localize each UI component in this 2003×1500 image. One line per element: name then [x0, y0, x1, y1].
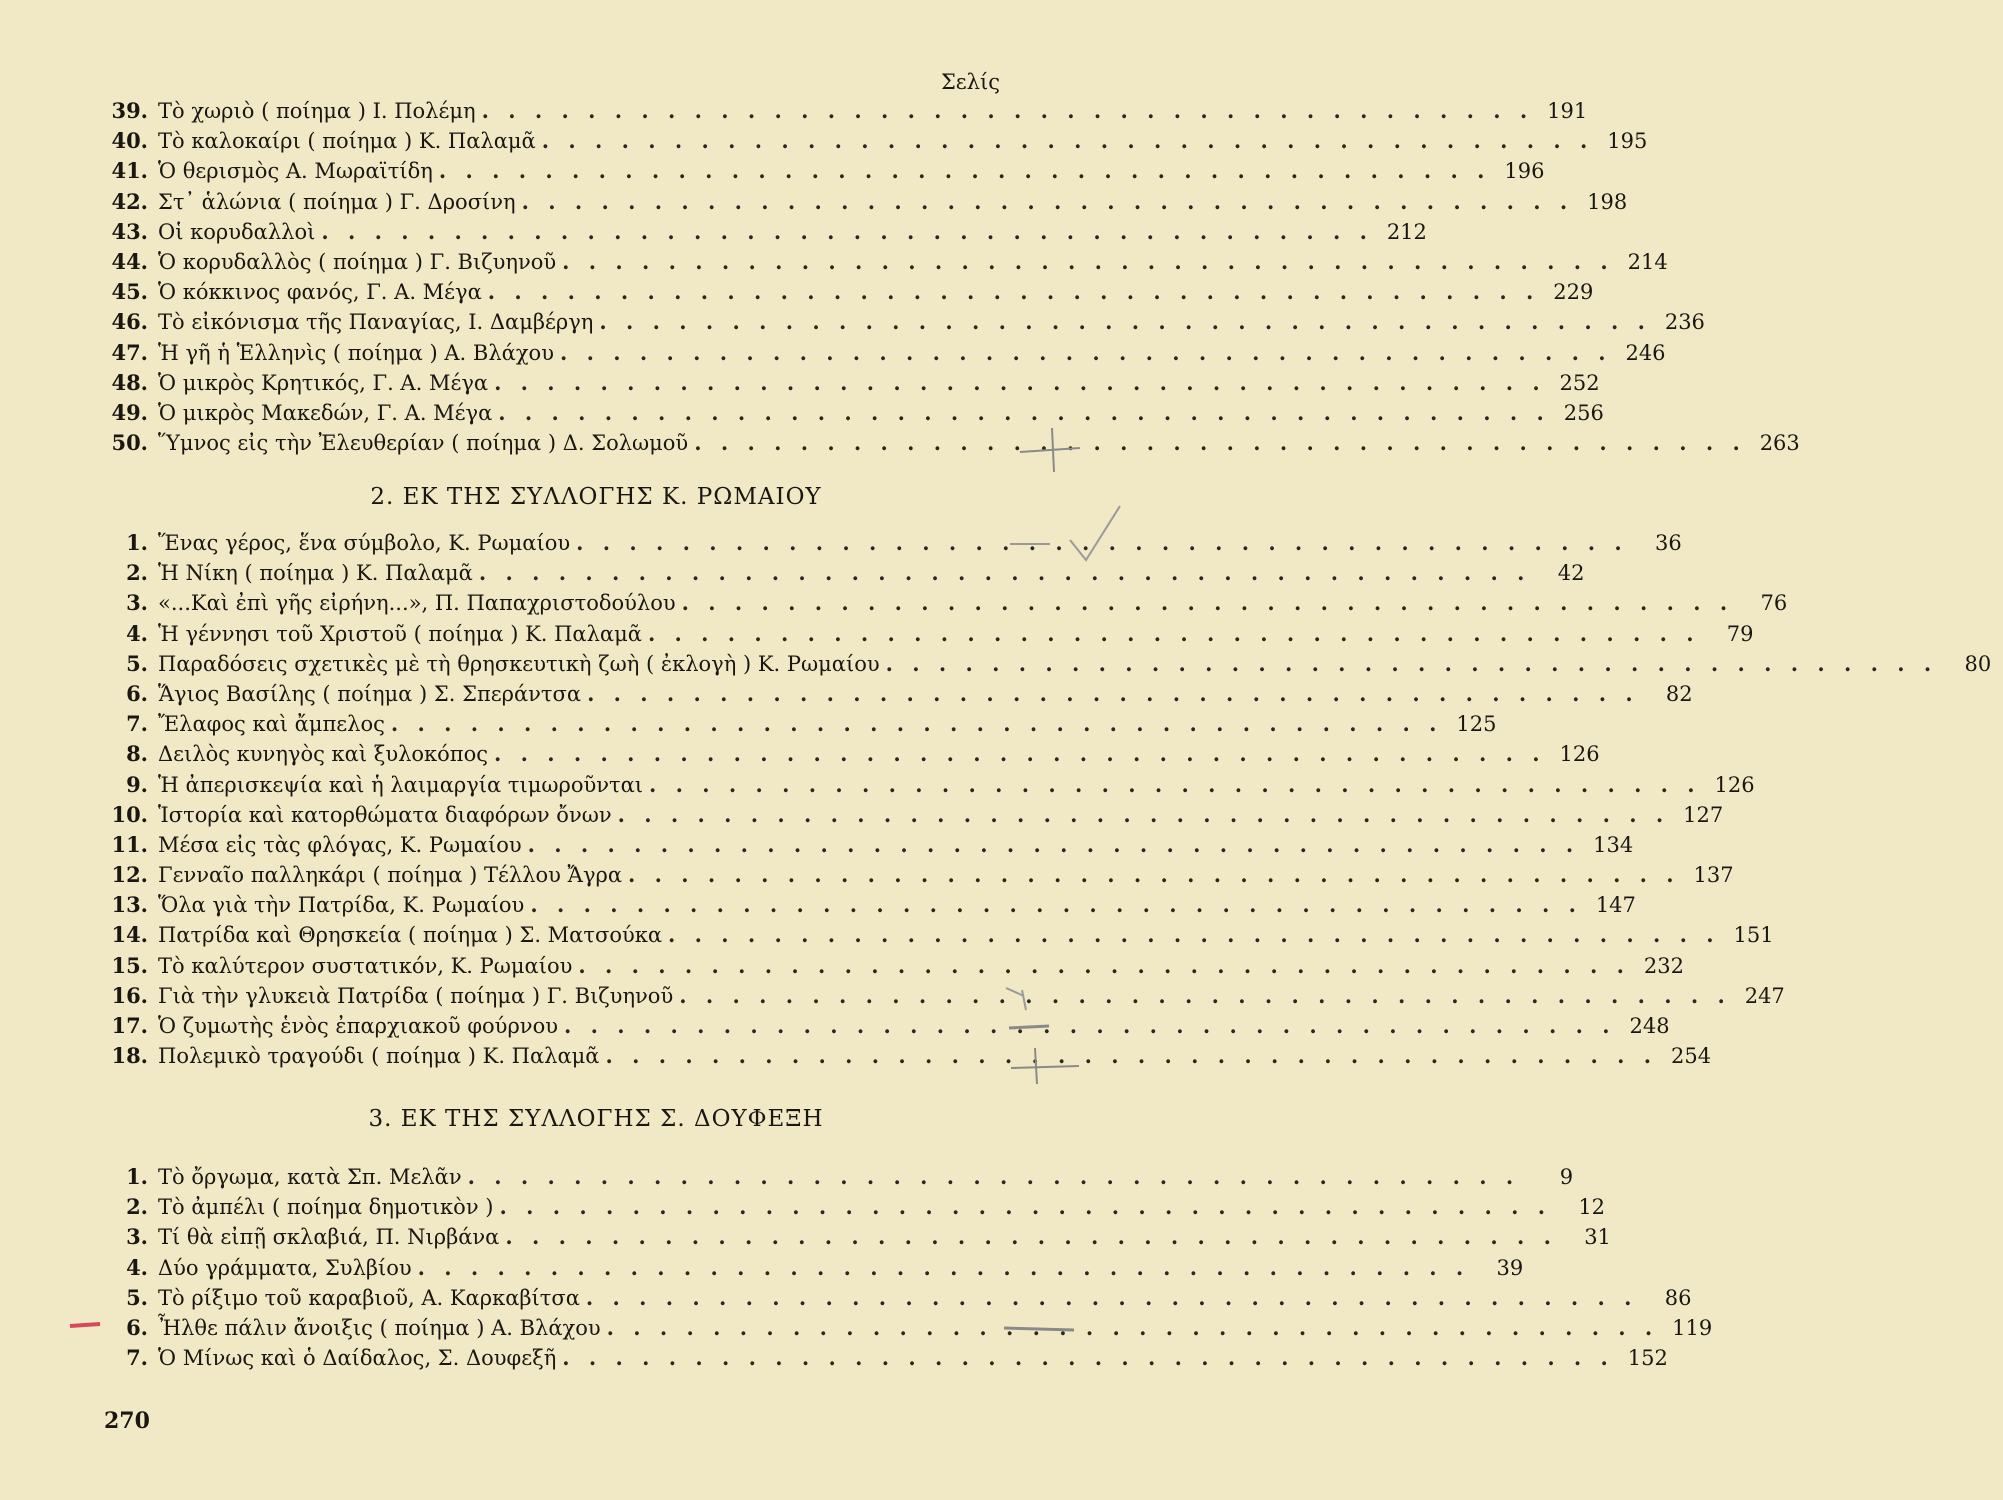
- entry-page-number: 86: [1664, 1285, 1692, 1310]
- entry-title: Οἱ κορυδαλλοὶ: [158, 219, 316, 244]
- toc-entry: [100, 96, 1588, 126]
- entry-title: Πολεμικὸ τραγούδι ( ποίημα ) Κ. Παλαμᾶ: [158, 1044, 600, 1069]
- dot-leader: . . . . . . . . . . . . . . . . . . . . . . . . . . . . . . . . . . . . . . . .: [576, 530, 1628, 555]
- entry-page-number: 9: [1559, 1165, 1574, 1189]
- entry-title: «...Καὶ ἐπὶ γῆς εἰρήνη...», Π. Παπαχριστοδούλου: [158, 591, 676, 616]
- entry-number: 48.: [111, 369, 148, 395]
- entry-title: Ἡ γῆ ἡ Ἑλληνὶς ( ποίημα ) Α. Βλάχου: [158, 340, 554, 365]
- entry-number: 7.: [126, 1345, 148, 1371]
- entry-page-number: 247: [1744, 983, 1785, 1008]
- entry-number: 45.: [111, 279, 148, 305]
- toc-entry: [100, 338, 1666, 368]
- entry-page-number: 151: [1733, 923, 1774, 948]
- entry-page-number: 36: [1654, 531, 1682, 555]
- dot-leader: . . . . . . . . . . . . . . . . . . . . . . . . . . . . . . . . . . . . . . . .: [679, 982, 1731, 1008]
- entry-number: 6.: [126, 1314, 148, 1340]
- entry-page-number: 80: [1964, 651, 1992, 676]
- entry-number: 18.: [111, 1043, 148, 1069]
- entry-page-number: 126: [1559, 742, 1600, 767]
- toc-entry: [100, 277, 1594, 307]
- dot-leader: . . . . . . . . . . . . . . . . . . . . . . . . . . . . . . . . . . . . . . . .: [628, 862, 1680, 888]
- dot-leader: . . . . . . . . . . . . . . . . . . . . . . . . . . . . . . . . . . . . . . . .: [438, 158, 1491, 184]
- toc-section-3: [100, 1162, 1713, 1373]
- dot-leader: . . . . . . . . . . . . . . . . . . . . . . . . . . . . . . . . . . . . . . . .: [681, 590, 1734, 616]
- dot-leader: . . . . . . . . . . . . . . . . . . . . . . . . . . . . . . . . . . . . . . . .: [521, 188, 1574, 214]
- entry-page-number: 119: [1672, 1315, 1713, 1340]
- entry-page-number: 256: [1563, 400, 1604, 425]
- pencil-tick-mark-icon: [1000, 980, 1060, 1020]
- pencil-cross-mark-icon: [1005, 1040, 1085, 1090]
- entry-title: Τὸ χωριὸ ( ποίημα ) Ι. Πολέμη: [158, 99, 476, 123]
- entry-number: 43.: [111, 218, 148, 244]
- toc-entry: [100, 528, 1682, 558]
- entry-title: Τὸ ἀμπέλι ( ποίημα δημοτικὸν ): [158, 1195, 494, 1220]
- toc-entry: [100, 1343, 1668, 1373]
- entry-title: Τὸ ρίξιμο τοῦ καραβιοῦ, Α. Καρκαβίτσα: [158, 1285, 580, 1310]
- dot-leader: . . . . . . . . . . . . . . . . . . . . . . . . . . . . . . . . . . . . . . . .: [487, 279, 1540, 305]
- dot-leader: . . . . . . . . . . . . . . . . . . . . . . . . . . . . . . . . . . . . . . . .: [585, 1284, 1638, 1310]
- entry-title: Ἅγιος Βασίλης ( ποίημα ) Σ. Σπεράντσα: [158, 681, 582, 706]
- entry-number: 41.: [111, 158, 148, 184]
- red-pencil-mark-icon: [66, 1316, 106, 1336]
- entry-number: 16.: [111, 982, 148, 1008]
- dot-leader: . . . . . . . . . . . . . . . . . . . . . . . . . . . . . . . . . . . . . . . .: [481, 98, 1534, 123]
- entry-page-number: 134: [1593, 832, 1634, 857]
- dot-leader: . . . . . . . . . . . . . . . . . . . . . . . . . . . . . . . . . . . . . . . .: [587, 680, 1639, 706]
- entry-page-number: 214: [1627, 249, 1668, 274]
- entry-number: 12.: [111, 862, 148, 888]
- entry-title: Ὁ ζυμωτὴς ἑνὸς ἐπαρχιακοῦ φούρνου: [158, 1014, 558, 1038]
- toc-entry: [100, 770, 1755, 800]
- toc-section-1: [100, 96, 1800, 458]
- dot-leader: . . . . . . . . . . . . . . . . . . . . . . . . . . . . . . . . . . . . . . . .: [694, 430, 1746, 456]
- toc-entry: [100, 920, 1774, 950]
- pencil-line-mark-icon: [1000, 1318, 1080, 1338]
- dot-leader: . . . . . . . . . . . . . . . . . . . . . . . . . . . . . . . . . . . . . . . .: [562, 248, 1614, 274]
- toc-entry: [100, 860, 1734, 890]
- dot-leader: . . . . . . . . . . . . . . . . . . . . . . . . . . . . . . . . . . . . . . . .: [668, 922, 1720, 948]
- entry-page-number: 263: [1759, 431, 1800, 456]
- toc-section-2: [100, 528, 1992, 1071]
- entry-title: Δειλὸς κυνηγὸς καὶ ξυλοκόπος: [158, 742, 489, 767]
- entry-number: 4.: [126, 1254, 148, 1280]
- entry-page-number: 137: [1693, 863, 1734, 888]
- toc-entry: [100, 1041, 1712, 1071]
- toc-entry: [100, 619, 1754, 649]
- entry-number: 13.: [111, 892, 148, 918]
- toc-entry: [100, 1253, 1524, 1283]
- dot-leader: . . . . . . . . . . . . . . . . . . . . . . . . . . . . . . . . . . . . . . . .: [541, 128, 1594, 154]
- entry-number: 44.: [111, 248, 148, 274]
- toc-entry: [100, 800, 1724, 830]
- entry-number: 15.: [111, 952, 148, 978]
- toc-entry: [100, 398, 1604, 428]
- pencil-check-mark-icon: [1000, 500, 1130, 580]
- entry-number: 47.: [111, 339, 148, 365]
- entry-page-number: 12: [1578, 1195, 1606, 1220]
- dot-leader: . . . . . . . . . . . . . . . . . . . . . . . . . . . . . . . . . . . . . . . .: [563, 1013, 1616, 1038]
- dot-leader: . . . . . . . . . . . . . . . . . . . . . . . . . . . . . . . . . . . . . . . .: [478, 560, 1531, 586]
- toc-entry: [100, 187, 1628, 217]
- dot-leader: . . . . . . . . . . . . . . . . . . . . . . . . . . . . . . . . . . . . . . . .: [559, 339, 1612, 365]
- entry-title: Πατρίδα καὶ Θρησκεία ( ποίημα ) Σ. Ματσούκα: [158, 923, 663, 948]
- entry-number: 11.: [111, 831, 148, 857]
- entry-title: Τὸ καλοκαίρι ( ποίημα ) Κ. Παλαμᾶ: [158, 129, 536, 154]
- entry-number: 39.: [111, 98, 148, 123]
- entry-number: 5.: [126, 1284, 148, 1310]
- entry-title: Ὁ μικρὸς Κρητικός, Γ. Α. Μέγα: [158, 370, 489, 395]
- entry-page-number: 198: [1587, 189, 1628, 214]
- entry-page-number: 126: [1714, 772, 1755, 797]
- dot-leader: . . . . . . . . . . . . . . . . . . . . . . . . . . . . . . . . . . . . . . . .: [527, 831, 1580, 857]
- dot-leader: . . . . . . . . . . . . . . . . . . . . . . . . . . . . . . . . . . . . . . . .: [467, 1164, 1520, 1189]
- entry-page-number: 232: [1643, 953, 1684, 978]
- entry-title: Τὸ εἰκόνισμα τῆς Παναγίας, Ι. Δαμβέργη: [158, 310, 594, 335]
- entry-page-number: 195: [1607, 129, 1648, 154]
- toc-entry: [100, 247, 1668, 277]
- entry-title: Γενναῖο παλληκάρι ( ποίημα ) Τέλλου Ἄγρα: [158, 863, 623, 888]
- page-folio-number: 270: [104, 1408, 150, 1434]
- entry-page-number: 127: [1683, 802, 1724, 827]
- entry-number: 49.: [111, 399, 148, 425]
- dot-leader: . . . . . . . . . . . . . . . . . . . . . . . . . . . . . . . . . . . . . . . .: [505, 1224, 1557, 1250]
- toc-entry: [100, 1283, 1692, 1313]
- entry-page-number: 42: [1557, 561, 1585, 586]
- entry-number: 42.: [111, 188, 148, 214]
- dot-leader: . . . . . . . . . . . . . . . . . . . . . . . . . . . . . . . . . . . . . . . .: [617, 801, 1670, 827]
- entry-number: 2.: [126, 1194, 148, 1220]
- entry-title: Δύο γράμματα, Συλβίου: [158, 1255, 412, 1280]
- entry-page-number: 252: [1559, 370, 1600, 395]
- entry-title: Ὁ κορυδαλλὸς ( ποίημα ) Γ. Βιζυηνοῦ: [158, 249, 557, 274]
- page-column-label: Σελίς: [940, 70, 1000, 94]
- pencil-cross-mark-icon: [1010, 420, 1090, 480]
- entry-title: Ὁ μικρὸς Μακεδών, Γ. Α. Μέγα: [158, 400, 493, 425]
- toc-entry: [100, 709, 1497, 739]
- dot-leader: . . . . . . . . . . . . . . . . . . . . . . . . . . . . . . . . . . . . . . . .: [562, 1345, 1614, 1371]
- entry-page-number: 31: [1584, 1225, 1611, 1250]
- toc-entry: [100, 830, 1634, 860]
- entry-page-number: 236: [1664, 310, 1705, 335]
- entry-page-number: 191: [1547, 99, 1588, 123]
- entry-number: 1.: [126, 1164, 148, 1189]
- entry-title: Στ᾽ ἁλώνια ( ποίημα ) Γ. Δροσίνη: [158, 189, 516, 214]
- entry-title: Τί θὰ εἰπῇ σκλαβιά, Π. Νιρβάνα: [158, 1225, 500, 1250]
- toc-entry: [100, 1313, 1713, 1343]
- entry-title: Ὁ θερισμὸς Α. Μωραϊτίδη: [158, 159, 433, 184]
- dot-leader: . . . . . . . . . . . . . . . . . . . . . . . . . . . . . . . . . . . . . . . .: [494, 369, 1546, 395]
- toc-entry: [100, 307, 1705, 337]
- dot-leader: . . . . . . . . . . . . . . . . . . . . . . . . . . . . . . . . . . . . . . . .: [599, 309, 1651, 335]
- dot-leader: . . . . . . . . . . . . . . . . . . . . . . . . . . . . . . . . . . . . . . . .: [494, 741, 1546, 767]
- dot-leader: . . . . . . . . . . . . . . . . . . . . . . . . . . . . . . . . . . . . . . . .: [530, 892, 1582, 918]
- dot-leader: . . . . . . . . . . . . . . . . . . . . . . . . . . . . . . . . . . . . . . . .: [417, 1254, 1470, 1280]
- entry-page-number: 248: [1629, 1014, 1670, 1038]
- toc-entry: [100, 558, 1585, 588]
- entry-number: 2.: [126, 560, 148, 586]
- toc-entry: [100, 368, 1600, 398]
- toc-entry: [100, 649, 1992, 679]
- entry-title: Ἕνας γέρος, ἕνα σύμβολο, Κ. Ρωμαίου: [158, 531, 571, 555]
- dot-leader: . . . . . . . . . . . . . . . . . . . . . . . . . . . . . . . . . . . . . . . .: [498, 399, 1550, 425]
- entry-number: 6.: [126, 680, 148, 706]
- toc-entry: [100, 739, 1600, 769]
- entry-page-number: 229: [1553, 280, 1594, 305]
- entry-title: Ὁ Μίνως καὶ ὁ Δαίδαλος, Σ. Δουφεξῆ: [158, 1346, 557, 1371]
- entry-page-number: 82: [1665, 681, 1693, 706]
- entry-page-number: 196: [1504, 159, 1545, 184]
- entry-number: 1.: [126, 530, 148, 555]
- entry-page-number: 125: [1456, 712, 1497, 737]
- entry-title: Ἱστορία καὶ κατορθώματα διαφόρων ὄνων: [158, 802, 612, 827]
- dot-leader: . . . . . . . . . . . . . . . . . . . . . . . . . . . . . . . . . . . . . . . .: [578, 952, 1630, 978]
- entry-page-number: 254: [1670, 1044, 1712, 1069]
- entry-title: Τὸ καλύτερον συστατικόν, Κ. Ρωμαίου: [158, 953, 573, 978]
- toc-entry: [100, 1162, 1574, 1192]
- entry-number: 14.: [111, 922, 148, 948]
- entry-title: Μέσα εἰς τὰς φλόγας, Κ. Ρωμαίου: [158, 832, 522, 857]
- toc-entry: [100, 126, 1648, 156]
- entry-title: Ἡ ἀπερισκεψία καὶ ἡ λαιμαργία τιμωροῦνται: [158, 772, 644, 797]
- dot-leader: . . . . . . . . . . . . . . . . . . . . . . . . . . . . . . . . . . . . . . . .: [885, 650, 1938, 676]
- entry-title: Γιὰ τὴν γλυκειὰ Πατρίδα ( ποίημα ) Γ. Βιζυηνοῦ: [158, 983, 674, 1008]
- dot-leader: . . . . . . . . . . . . . . . . . . . . . . . . . . . . . . . . . . . . . . . .: [390, 711, 1443, 737]
- entry-page-number: 39: [1496, 1255, 1524, 1280]
- entry-number: 50.: [111, 430, 148, 456]
- toc-entry: [100, 588, 1788, 618]
- entry-title: Ὁ κόκκινος φανός, Γ. Α. Μέγα: [158, 280, 482, 305]
- dot-leader: . . . . . . . . . . . . . . . . . . . . . . . . . . . . . . . . . . . . . . . .: [499, 1194, 1552, 1220]
- toc-entry: [100, 890, 1636, 920]
- toc-entry: [100, 428, 1800, 458]
- entry-page-number: 212: [1386, 219, 1427, 244]
- pencil-dash-mark-icon: [1005, 1016, 1055, 1036]
- dot-leader: . . . . . . . . . . . . . . . . . . . . . . . . . . . . . . . . . . . . . . . .: [606, 1314, 1659, 1340]
- dot-leader: . . . . . . . . . . . . . . . . . . . . . . . . . . . . . . . . . . . . . . . .: [649, 771, 1701, 797]
- entry-number: 3.: [126, 590, 148, 616]
- entry-number: 10.: [111, 801, 148, 827]
- entry-title: Ἔλαφος καὶ ἄμπελος: [158, 712, 385, 737]
- entry-number: 40.: [111, 128, 148, 154]
- entry-title: Ὅλα γιὰ τὴν Πατρίδα, Κ. Ρωμαίου: [158, 893, 525, 918]
- toc-entry: [100, 981, 1785, 1011]
- entry-number: 4.: [126, 620, 148, 646]
- entry-number: 5.: [126, 650, 148, 676]
- toc-entry: [100, 217, 1427, 247]
- entry-page-number: 246: [1625, 340, 1666, 365]
- entry-page-number: 147: [1595, 893, 1636, 918]
- toc-entry: [100, 156, 1545, 186]
- toc-entry: [100, 1192, 1606, 1222]
- entry-number: 7.: [126, 711, 148, 737]
- toc-entry: [100, 951, 1684, 981]
- entry-page-number: 79: [1726, 621, 1754, 646]
- entry-title: Παραδόσεις σχετικὲς μὲ τὴ θρησκευτικὴ ζωὴ ( ἐκλογὴ ) Κ. Ρωμαίου: [158, 651, 880, 676]
- entry-title: Τὸ ὄργωμα, κατὰ Σπ. Μελᾶν: [158, 1165, 462, 1189]
- entry-number: 9.: [126, 771, 148, 797]
- dot-leader: . . . . . . . . . . . . . . . . . . . . . . . . . . . . . . . . . . . . . . . .: [321, 218, 1373, 244]
- toc-entry: [100, 1222, 1611, 1252]
- entry-title: Ἡ Νίκη ( ποίημα ) Κ. Παλαμᾶ: [158, 561, 473, 586]
- section-2-heading: 2. ΕΚ ΤΗΣ ΣΥΛΛΟΓΗΣ Κ. ΡΩΜΑΙΟΥ: [370, 484, 822, 510]
- dot-leader: . . . . . . . . . . . . . . . . . . . . . . . . . . . . . . . . . . . . . . . .: [605, 1043, 1658, 1069]
- dot-leader: . . . . . . . . . . . . . . . . . . . . . . . . . . . . . . . . . . . . . . . .: [647, 620, 1700, 646]
- entry-title: Ἡ γέννησι τοῦ Χριστοῦ ( ποίημα ) Κ. Παλαμᾶ: [158, 621, 642, 646]
- section-3-heading: 3. ΕΚ ΤΗΣ ΣΥΛΛΟΓΗΣ Σ. ΔΟΥΦΕΞΗ: [368, 1106, 824, 1132]
- entry-page-number: 76: [1760, 591, 1788, 616]
- entry-page-number: 152: [1627, 1346, 1668, 1371]
- toc-entry: [100, 679, 1693, 709]
- entry-number: 8.: [126, 741, 148, 767]
- entry-number: 46.: [111, 309, 148, 335]
- entry-title: Ὕμνος εἰς τὴν Ἐλευθερίαν ( ποίημα ) Δ. Σολωμοῦ: [158, 431, 689, 456]
- toc-entry: [100, 1011, 1670, 1041]
- entry-title: Ἦλθε πάλιν ἄνοιξις ( ποίημα ) Α. Βλάχου: [158, 1315, 601, 1340]
- entry-number: 3.: [126, 1224, 148, 1250]
- entry-number: 17.: [111, 1013, 148, 1038]
